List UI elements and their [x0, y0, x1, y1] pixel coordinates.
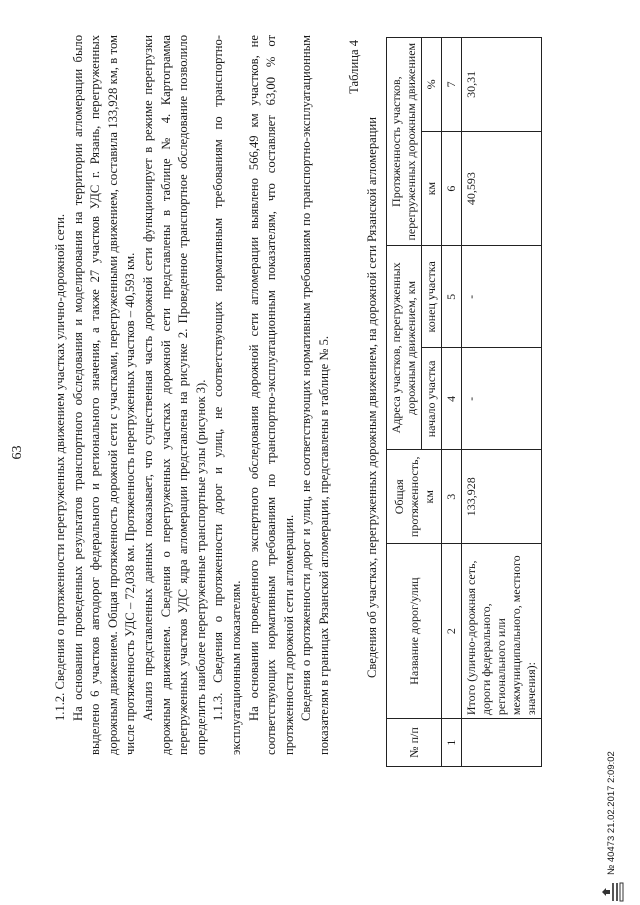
table-caption: Сведения об участках, перегруженных дорожным движением, на дорожной сети Рязанской агломерации	[365, 117, 379, 678]
table-number: Таблица 4	[347, 40, 361, 94]
row-num	[462, 719, 542, 767]
row-pct: 30,31	[462, 38, 542, 132]
paragraph: Сведения о протяженности дорог и улиц, не соответствующих нормативным требованиям по транспортно-эксплуатационным показателям в границах Рязанской агломерации, представлены в таблице № 5.	[299, 35, 331, 755]
col-number: 2	[442, 544, 462, 719]
header-num: № п/п	[387, 719, 442, 767]
header-address: Адреса участков, перегруженных дорожным движением, км	[387, 246, 422, 450]
col-number: 5	[442, 246, 462, 348]
row-end: -	[462, 246, 542, 348]
section-heading-1-1-2: 1.1.2. Сведения о протяженности перегруженных движением участках улично-дорожной сети.	[53, 213, 67, 721]
body-text	[52, 35, 334, 755]
col-number: 7	[442, 38, 462, 132]
document-registration-stamp: № 40473 21.02.2017 2:09:02	[606, 751, 617, 875]
document-footer	[598, 505, 628, 905]
paragraph: На основании проведенного экспертного обследования дорожной сети агломерации выявлено 566,49 км участков, не соответствующих нормативным требованиям по транспортно-эксплуатационным показателям, что составляет 63,00 % от протяженности дорожной сети агломерации.	[246, 35, 296, 755]
column-number-row	[442, 38, 462, 767]
table-row	[462, 38, 542, 767]
header-overload-km: км	[422, 131, 442, 246]
header-overload: Протяженность участков, перегруженных дорожным движением	[387, 38, 422, 246]
header-name: Название дорог/улиц	[387, 544, 442, 719]
col-number: 1	[442, 719, 462, 767]
row-km: 40,593	[462, 131, 542, 246]
row-length: 133,928	[462, 450, 542, 544]
row-name: Итого (улично-дорожная сеть, дороги федерального, регионального или межмуниципального, местного значения):	[462, 544, 542, 719]
paragraph: Анализ представленных данных показывает, что существенная часть дорожной сети функционирует в режиме перегрузки дорожным движением. Сведения о перегруженных участках дорожной сети представлены в таблице № 4. Картограмма перегруженных участков УДС ядра агломерации представлена на рисунке 2. Проведенное транспортное обследование позволило определить наиболее перегруженные транспортные узлы (рисунок 3).	[140, 35, 208, 755]
section-heading-1-1-3: 1.1.3. Сведения о протяженности дорог и улиц, не соответствующих нормативным требованиям по транспортно-эксплуатационным показателям.	[211, 35, 243, 755]
header-address-end: конец участка	[422, 246, 442, 348]
overload-table	[386, 37, 542, 767]
col-number: 3	[442, 450, 462, 544]
header-length: Общая протяженность, км	[387, 450, 442, 544]
page-number: 63	[10, 445, 25, 460]
header-overload-pct: %	[422, 38, 442, 132]
col-number: 4	[442, 348, 462, 450]
paragraph: На основании проведенных результатов транспортного обследования и моделирования на территории агломерации было выделено 6 участков автодорог федерального и регионального значения, а также 27 участков УДС г. Рязань, перегруженных дорожным движением. Общая протяженность дорожной сети с участками, перегруженными движением, составила 133,928 км, в том числе протяженность УДС – 72,038 км. Протяженность перегруженных участков – 40,593 км.	[70, 35, 138, 755]
registration-stamp-icon	[600, 881, 626, 903]
col-number: 6	[442, 131, 462, 246]
row-start: -	[462, 348, 542, 450]
header-address-start: начало участка	[422, 348, 442, 450]
